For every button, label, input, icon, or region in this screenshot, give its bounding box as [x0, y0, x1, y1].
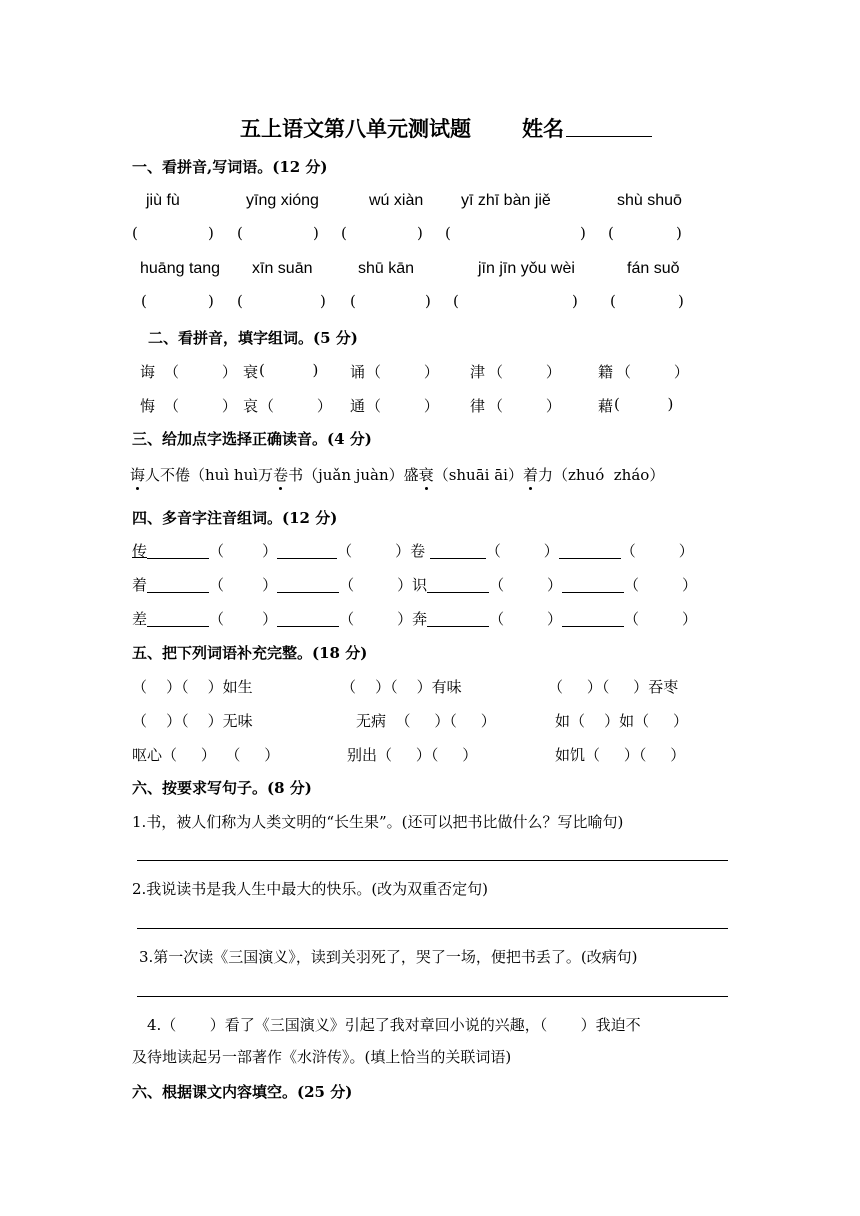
pinyin-2-2: xīn suān: [252, 260, 313, 277]
paren-2-2-3[interactable]: （ ）: [366, 397, 439, 415]
answer-box-1-5-end: ): [676, 224, 682, 242]
char-2-2-1: 悔: [140, 397, 156, 415]
answer-box-1-3-end: ): [417, 224, 423, 242]
answer-box-1-4-end: ): [580, 224, 586, 242]
reading-question-row: [130, 464, 664, 485]
answer-box-1-4[interactable]: (: [445, 224, 451, 242]
char-2-1-2: 衰: [243, 363, 259, 381]
reading-item-2-prefix: 万: [258, 466, 274, 484]
idiom-7[interactable]: 呕心（ ） （ ）: [132, 746, 280, 764]
answer-box-1-1[interactable]: (: [132, 224, 138, 242]
answer-line-3[interactable]: [137, 996, 728, 997]
pinyin-2-4: jīn jīn yǒu wèi: [478, 260, 575, 277]
answer-line-2[interactable]: [137, 928, 728, 929]
paren-2-1-4[interactable]: （ ）: [488, 363, 561, 381]
polyphone-row-1-char-2: [433, 540, 448, 561]
polyphone-char-3: 着: [132, 576, 148, 594]
idiom-5[interactable]: 无病 （ ）（ ）: [356, 712, 496, 730]
idiom-4[interactable]: （ ）（ ）无味: [132, 712, 253, 730]
reading-item-4: 力（zhuó zháo）: [537, 466, 665, 484]
answer-box-2-2-end: ): [320, 292, 326, 310]
answer-box-2-3[interactable]: (: [350, 292, 356, 310]
polyphone-row-3[interactable]: 差 （ ） （ ）奔 （ ） （ ）: [132, 610, 697, 628]
polyphone-char-4: 识: [412, 576, 428, 594]
name-label: 姓名: [522, 116, 564, 141]
paren-2-2-1[interactable]: （ ）: [164, 397, 237, 415]
reading-item-3: （shuāi āi）: [433, 466, 523, 484]
answer-box-2-4[interactable]: (: [453, 292, 459, 310]
pinyin-1-1: jiù fù: [146, 192, 180, 209]
char-2-1-4: 津: [470, 363, 486, 381]
polyphone-row-2[interactable]: 着 （ ） （ ）识 （ ） （ ）: [132, 576, 697, 594]
pinyin-2-5: fán suǒ: [627, 260, 680, 277]
char-2-1-3: 诵: [350, 363, 366, 381]
answer-box-1-1-end: ): [208, 224, 214, 242]
reading-item-1: 人不倦（huì huì: [145, 466, 259, 484]
idiom-6[interactable]: 如（ ）如（ ）: [555, 712, 688, 730]
answer-box-2-4-end: ): [572, 292, 578, 310]
paren-2-2-4[interactable]: （ ）: [488, 397, 561, 415]
answer-box-2-2[interactable]: (: [237, 292, 243, 310]
sentence-question-4-cont: 及待地读起另一部著作《水浒传》。(填上恰当的关联词语): [132, 1048, 512, 1066]
page-title: 五上语文第八单元测试题: [240, 116, 471, 141]
section-2-heading: 二、看拼音，填字组词。(5 分): [148, 329, 358, 347]
paren-2-2-2[interactable]: （ ）: [259, 397, 332, 415]
dotted-char-3: 衰: [418, 466, 434, 484]
idiom-9[interactable]: 如饥（ ）（ ）: [555, 746, 686, 764]
section-6-heading: 六、按要求写句子。(8 分): [132, 779, 312, 797]
pinyin-2-1: huāng tang: [140, 260, 221, 277]
pinyin-1-4: yī zhī bàn jiě: [461, 192, 551, 209]
polyphone-char-1: 传: [132, 542, 148, 560]
idiom-8[interactable]: 别出（ ）（ ）: [347, 746, 478, 764]
char-2-2-4: 律: [470, 397, 486, 415]
answer-box-1-3[interactable]: (: [341, 224, 347, 242]
char-2-1-5: 籍: [598, 363, 614, 381]
section-1-heading: 一、看拼音,写词语。(12 分): [132, 158, 328, 176]
paren-2-1-1[interactable]: （ ）: [164, 363, 237, 381]
pinyin-2-3: shū kān: [358, 260, 415, 277]
section-3-heading: 三、给加点字选择正确读音。(4 分): [132, 430, 372, 448]
reading-item-2: 书（juǎn juàn）盛: [288, 466, 419, 484]
section-4-heading: 四、多音字注音组词。(12 分): [132, 509, 338, 527]
section-7-heading: 六、根据课文内容填空。(25 分): [132, 1083, 353, 1101]
pinyin-1-3: wú xiàn: [369, 192, 424, 209]
char-2-2-3: 通: [350, 397, 366, 415]
idiom-2[interactable]: （ ）（ ）有味: [341, 678, 462, 696]
polyphone-row-1[interactable]: 传 （ ） （ ）卷 （ ） （ ）: [132, 542, 694, 560]
pinyin-1-5: shù shuō: [617, 192, 682, 209]
dotted-char-1: 诲: [130, 466, 146, 484]
answer-box-2-1[interactable]: (: [141, 292, 147, 310]
pinyin-1-2: yīng xióng: [246, 192, 319, 209]
char-2-1-1: 诲: [140, 363, 156, 381]
answer-box-2-3-end: ): [425, 292, 431, 310]
paren-2-2-5[interactable]: ( ): [614, 395, 674, 413]
paren-2-1-3[interactable]: （ ）: [366, 363, 439, 381]
answer-box-2-5-end: ): [678, 292, 684, 310]
char-2-2-5: 藉: [598, 397, 614, 415]
dotted-char-4: 着: [522, 466, 538, 484]
answer-box-1-5[interactable]: (: [608, 224, 614, 242]
idiom-1[interactable]: （ ）（ ）如生: [132, 678, 253, 696]
dotted-char-2: 卷: [273, 466, 289, 484]
answer-line-1[interactable]: [137, 860, 728, 861]
sentence-question-1: 1.书，被人们称为人类文明的“长生果”。(还可以把书比做什么？写比喻句): [132, 813, 624, 831]
answer-box-2-5[interactable]: (: [610, 292, 616, 310]
idiom-3[interactable]: （ ）（ ）吞枣: [548, 678, 679, 696]
conjunction-blank-2[interactable]: [547, 1016, 580, 1034]
conjunction-blank-1[interactable]: [176, 1016, 209, 1034]
sentence-question-2: 2.我说读书是我人生中最大的快乐。(改为双重否定句): [132, 880, 489, 898]
name-blank[interactable]: [566, 136, 652, 137]
answer-box-1-2[interactable]: (: [237, 224, 243, 242]
sentence-question-3: 3.第一次读《三国演义》，读到关羽死了，哭了一场，便把书丢了。(改病句): [139, 948, 638, 966]
polyphone-char-5: 差: [132, 610, 148, 628]
section-5-heading: 五、把下列词语补充完整。(18 分): [132, 644, 368, 662]
answer-box-1-2-end: ): [313, 224, 319, 242]
answer-box-2-1-end: ): [208, 292, 214, 310]
paren-2-1-2[interactable]: ( ): [259, 361, 319, 379]
char-2-2-2: 哀: [243, 397, 259, 415]
paren-2-1-5[interactable]: （ ）: [616, 363, 689, 381]
sentence-question-4: 4.（ ）看了《三国演义》引起了我对章回小说的兴趣，（ ）我迫不: [147, 1016, 641, 1034]
polyphone-char-6: 奔: [412, 610, 428, 628]
